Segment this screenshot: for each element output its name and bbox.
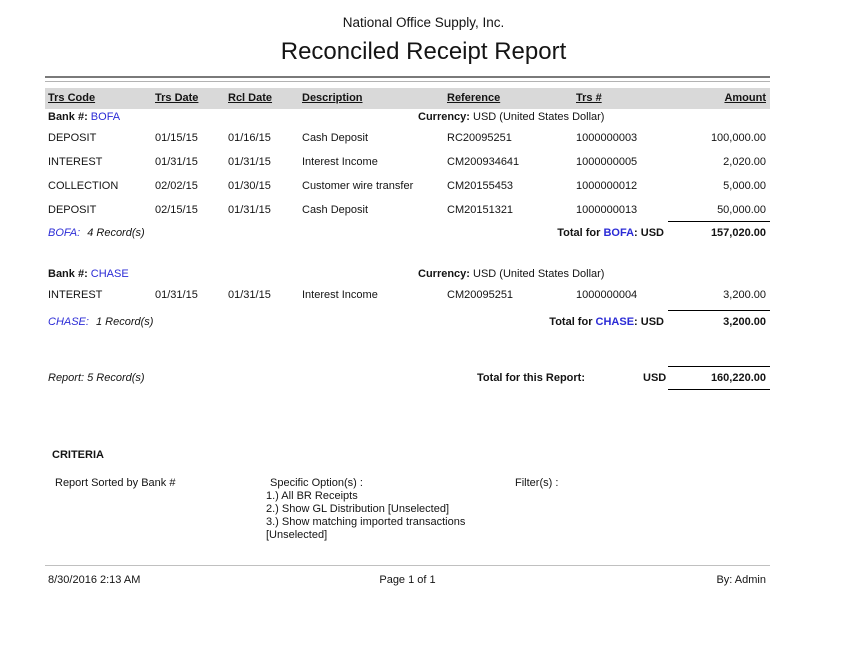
- cell-trs-code: DEPOSIT: [48, 132, 97, 144]
- record-count-text: 4 Record(s): [87, 227, 145, 239]
- criteria-heading: CRITERIA: [52, 449, 104, 461]
- bank-code-link-bofa[interactable]: BOFA: [90, 111, 121, 123]
- cell-trs-code: INTEREST: [48, 289, 103, 301]
- col-rcl-date: Rcl Date: [228, 92, 273, 104]
- cell-amount: 3,200.00: [723, 289, 766, 301]
- chase-total-rule: [668, 310, 770, 311]
- currency-label: Currency:: [418, 111, 474, 123]
- cell-reference: CM20095251: [447, 289, 514, 301]
- currency-value: USD (United States Dollar): [473, 268, 605, 280]
- cell-rcl-date: 01/31/15: [228, 156, 271, 168]
- bank-record-count: [48, 316, 153, 329]
- criteria-option: 2.) Show GL Distribution [Unselected]: [266, 503, 450, 515]
- bank-number: [48, 268, 129, 281]
- company-name: National Office Supply, Inc.: [342, 15, 505, 30]
- footer-row: [0, 574, 847, 587]
- footer-by-user: By: Admin: [716, 574, 766, 586]
- bank-header-row-bofa: [0, 111, 847, 124]
- cell-amount: 2,020.00: [723, 156, 766, 168]
- bank-code-in-total: BOFA: [603, 227, 635, 239]
- report-total-row: [0, 372, 847, 385]
- total-suffix-text: : USD: [634, 227, 664, 239]
- bank-number: [48, 111, 120, 124]
- col-trs-date: Trs Date: [155, 92, 199, 104]
- footer-rule: [45, 565, 770, 566]
- criteria-option: [Unselected]: [266, 529, 328, 541]
- cell-trs-date: 01/31/15: [155, 289, 198, 301]
- record-count-text: 1 Record(s): [95, 316, 154, 328]
- cell-description: Cash Deposit: [302, 132, 369, 144]
- bank-summary-row-chase: [0, 316, 847, 329]
- report-total-rule-top: [668, 366, 770, 367]
- cell-description: Interest Income: [302, 289, 378, 301]
- currency-info: [418, 268, 604, 281]
- cell-amount: 50,000.00: [717, 204, 766, 216]
- criteria-options-list: [266, 490, 496, 542]
- cell-trs-num: 1000000004: [576, 289, 638, 301]
- cell-trs-num: 1000000013: [576, 204, 638, 216]
- bank-code-in-total: CHASE: [595, 316, 635, 328]
- col-trs-code: Trs Code: [48, 92, 96, 104]
- bank-header-row-chase: [0, 268, 847, 281]
- bank-total-amount: 157,020.00: [710, 227, 766, 239]
- table-row: [0, 180, 847, 193]
- cell-trs-date: 02/02/15: [155, 180, 198, 192]
- total-for-text: Total for: [557, 227, 604, 239]
- cell-description: Cash Deposit: [302, 204, 369, 216]
- criteria-filters-label: Filter(s) :: [515, 477, 559, 489]
- column-header-row: [0, 92, 847, 105]
- cell-reference: CM20151321: [447, 204, 514, 216]
- bank-summary-row-bofa: [0, 227, 847, 240]
- report-total-amount: 160,220.00: [710, 372, 766, 384]
- bank-number-label: Bank #:: [48, 268, 91, 280]
- bank-code-summary: BOFA:: [48, 227, 81, 239]
- cell-rcl-date: 01/30/15: [228, 180, 271, 192]
- cell-reference: CM20155453: [447, 180, 514, 192]
- total-for-text: Total for: [549, 316, 596, 328]
- cell-description: Customer wire transfer: [302, 180, 414, 192]
- bofa-total-rule: [668, 221, 770, 222]
- report-record-count: Report: 5 Record(s): [48, 372, 145, 384]
- criteria-options-label: Specific Option(s) :: [270, 477, 363, 489]
- cell-description: Interest Income: [302, 156, 378, 168]
- currency-value: USD (United States Dollar): [473, 111, 605, 123]
- cell-trs-code: COLLECTION: [48, 180, 119, 192]
- bank-record-count: [48, 227, 145, 240]
- cell-rcl-date: 01/31/15: [228, 289, 271, 301]
- criteria-option: 1.) All BR Receipts: [266, 490, 358, 502]
- bank-total-amount: 3,200.00: [723, 316, 766, 328]
- header-rule-bottom: [45, 81, 770, 82]
- cell-trs-num: 1000000003: [576, 132, 638, 144]
- currency-label: Currency:: [418, 268, 474, 280]
- total-suffix-text: : USD: [634, 316, 664, 328]
- criteria-sorted-by: Report Sorted by Bank #: [55, 477, 176, 489]
- cell-trs-date: 01/15/15: [155, 132, 198, 144]
- cell-trs-num: 1000000005: [576, 156, 638, 168]
- table-row: [0, 156, 847, 169]
- footer-page-number: Page 1 of 1: [379, 574, 436, 586]
- cell-reference: RC20095251: [447, 132, 512, 144]
- col-description: Description: [302, 92, 363, 104]
- table-row: [0, 132, 847, 145]
- col-amount: Amount: [724, 92, 766, 104]
- cell-rcl-date: 01/16/15: [228, 132, 271, 144]
- table-row: [0, 289, 847, 302]
- col-reference: Reference: [447, 92, 501, 104]
- criteria-option: 3.) Show matching imported transactions: [266, 516, 466, 528]
- bank-code-link-chase[interactable]: CHASE: [90, 268, 129, 280]
- bank-number-label: Bank #:: [48, 111, 91, 123]
- report-total-rule-bottom: [668, 389, 770, 390]
- cell-trs-num: 1000000012: [576, 180, 638, 192]
- col-trs-num: Trs #: [576, 92, 602, 104]
- footer-datetime: 8/30/2016 2:13 AM: [48, 574, 141, 586]
- currency-info: [418, 111, 604, 124]
- cell-trs-date: 01/31/15: [155, 156, 198, 168]
- page-title: Reconciled Receipt Report: [280, 38, 567, 65]
- cell-trs-date: 02/15/15: [155, 204, 198, 216]
- cell-reference: CM200934641: [447, 156, 520, 168]
- report-total-label: Total for this Report:: [477, 372, 585, 384]
- cell-amount: 5,000.00: [723, 180, 766, 192]
- table-row: [0, 204, 847, 217]
- cell-trs-code: INTEREST: [48, 156, 103, 168]
- cell-rcl-date: 01/31/15: [228, 204, 271, 216]
- report-total-currency: USD: [643, 372, 667, 384]
- header-rule-top: [45, 76, 770, 78]
- cell-amount: 100,000.00: [710, 132, 766, 144]
- cell-trs-code: DEPOSIT: [48, 204, 97, 216]
- bank-code-summary: CHASE:: [48, 316, 89, 328]
